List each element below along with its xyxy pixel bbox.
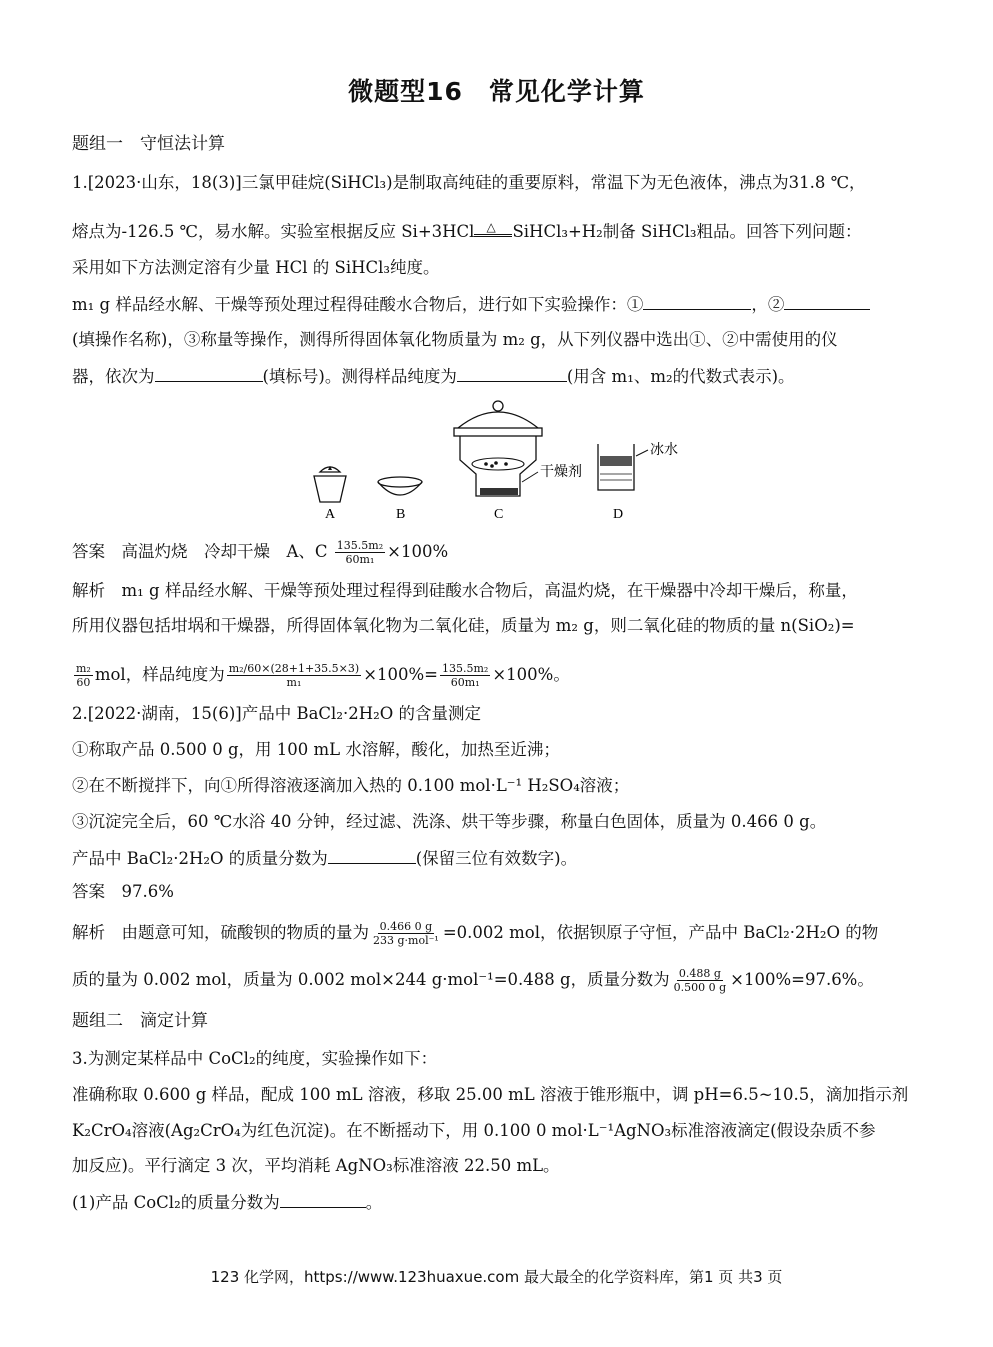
evaporating-dish-icon [378,477,422,495]
label-b: B [396,507,406,522]
q2-analysis-2: 质的量为 0.002 mol，质量为 0.002 mol×244 g·mol⁻¹=0.488 g，质量分数为 $\frac{0.488 g}{0.500 0 g}$ ×100%=97.6%。 [72,967,874,994]
q1-analysis-3: $\frac{\text{m₂}}{60}$ mol，样品纯度为 $\frac{\text{m₂/60×(28+1+35.5×3)}}{\text{m₁}}$ ×100%= $\frac{\text{135.5m₂}}{\text{60m₁}}$ ×100%。 [76,662,570,689]
desiccator-icon [454,401,542,496]
q2-line-1: 2.[2022·湖南，15(6)]产品中 BaCl₂·2H₂O 的含量测定 [72,704,481,723]
q3-line-2: 准确称取 0.600 g 样品，配成 100 mL 溶液，移取 25.00 mL 溶液于锥形瓶中，调 pH=6.5~10.5，滴加指示剂 [72,1085,909,1104]
q2-line-2: ①称取产品 0.500 0 g，用 100 mL 水溶解，酸化，加热至近沸； [72,740,560,759]
fraction-mass-fraction: $\frac{0.488 g}{0.500 0 g}$ [673,967,727,994]
beaker-icon [598,444,648,490]
q1-analysis-1: 解析 m₁ g 样品经水解、干燥等预处理过程得到硅酸水合物后，高温灼烧，在干燥器中冷却干燥后，称量， [72,581,858,600]
q3-line-3: K₂CrO₄溶液(Ag₂CrO₄为红色沉淀)。在不断摇动下，用 0.100 0 mol·L⁻¹AgNO₃标准溶液滴定(假设杂质不参 [72,1121,876,1140]
q3-line-5: (1)产品 CoCl₂的质量分数为 。 [72,1193,383,1212]
section-heading-2: 题组二 滴定计算 [72,1011,208,1031]
q2-answer: 答案 97.6% [72,882,174,901]
fraction-result: $\frac{\text{135.5m₂}}{\text{60m₁}}$ [442,662,489,689]
answer-blank-4[interactable] [457,365,567,382]
fraction-baso4: $\frac{0.466 0 g}{\text{233 g·mol⁻¹}}$ [373,920,439,947]
answer-fraction: $\frac{\text{135.5m₂}}{\text{60m₁}}$ [336,539,384,566]
reaction-condition-arrow: △ [474,230,512,237]
q2-line-3: ②在不断搅拌下，向①所得溶液逐滴加入热的 0.100 mol·L⁻¹ H₂SO₄溶液； [72,776,630,795]
q2-line-5: 产品中 BaCl₂·2H₂O 的质量分数为 (保留三位有效数字)。 [72,849,578,868]
q1-line-1: 1.[2023·山东，18(3)]三氯甲硅烷(SiHCl₃)是制取高纯硅的重要原料，常温下为无色液体，沸点为31.8 ℃， [72,173,866,192]
answer-blank-6[interactable] [280,1191,366,1208]
crucible-icon [314,466,346,502]
q1-line-6: 器，依次为 (填标号)。测得样品纯度为 (用含 m₁、m₂的代数式表示)。 [72,367,795,386]
fraction-m2-60: $\frac{\text{m₂}}{60}$ [76,662,91,689]
q3-line-1: 3.为测定某样品中 CoCl₂的纯度，实验操作如下： [72,1049,438,1068]
ice-water-label: 冰水 [650,443,678,458]
q1-line-5: (填操作名称)，③称量等操作，测得所得固体氧化物质量为 m₂ g，从下列仪器中选出①、②中需使用的仪 [72,330,838,349]
section-heading-1: 题组一 守恒法计算 [72,134,225,154]
answer-blank-5[interactable] [328,847,416,864]
label-c: C [494,507,504,522]
desiccant-label: 干燥剂 [540,465,582,480]
page-title: 微题型16 常见化学计算 [348,77,645,106]
q3-line-4: 加反应)。平行滴定 3 次，平均消耗 AgNO₃标准溶液 22.50 mL。 [72,1156,560,1175]
q1-analysis-2: 所用仪器包括坩埚和干燥器，所得固体氧化物为二氧化硅，质量为 m₂ g，则二氧化硅的物质的量 n(SiO₂)= [72,616,855,635]
q1-line-2: 熔点为-126.5 ℃，易水解。实验室根据反应 Si+3HCl △ SiHCl₃+H₂制备 SiHCl₃粗品。回答下列问题： [72,220,862,241]
answer-blank-3[interactable] [155,365,263,382]
q1-answer: 答案 高温灼烧 冷却干燥 A、C $\frac{\text{135.5m₂}}{\text{60m₁}}$ ×100% [72,539,449,566]
answer-blank-1[interactable] [643,293,751,310]
q1-line-4: m₁ g 样品经水解、干燥等预处理过程得硅酸水合物后，进行如下实验操作：① ，② [72,293,870,316]
apparatus-figure [300,398,720,528]
fraction-purity: $\frac{\text{m₂/60×(28+1+35.5×3)}}{\text{m₁}}$ [228,662,360,689]
label-d: D [613,507,624,522]
q1-line-3: 采用如下方法测定溶有少量 HCl 的 SiHCl₃纯度。 [72,258,440,277]
q2-analysis-1: 解析 由题意可知，硫酸钡的物质的量为 $\frac{0.466 0 g}{\text{233 g·mol⁻¹}}$ =0.002 mol，依据钡原子守恒，产品中 BaCl₂·2H₂O 的物 [72,920,879,947]
page-footer: 123 化学网，https://www.123huaxue.com 最大最全的化学资料库，第1 页 共3 页 [210,1268,783,1286]
q2-line-4: ③沉淀完全后，60 ℃水浴 40 分钟，经过滤、洗涤、烘干等步骤，称量白色固体，质量为 0.466 0 g。 [72,812,827,831]
label-a: A [325,507,336,522]
answer-blank-2[interactable] [784,293,870,310]
